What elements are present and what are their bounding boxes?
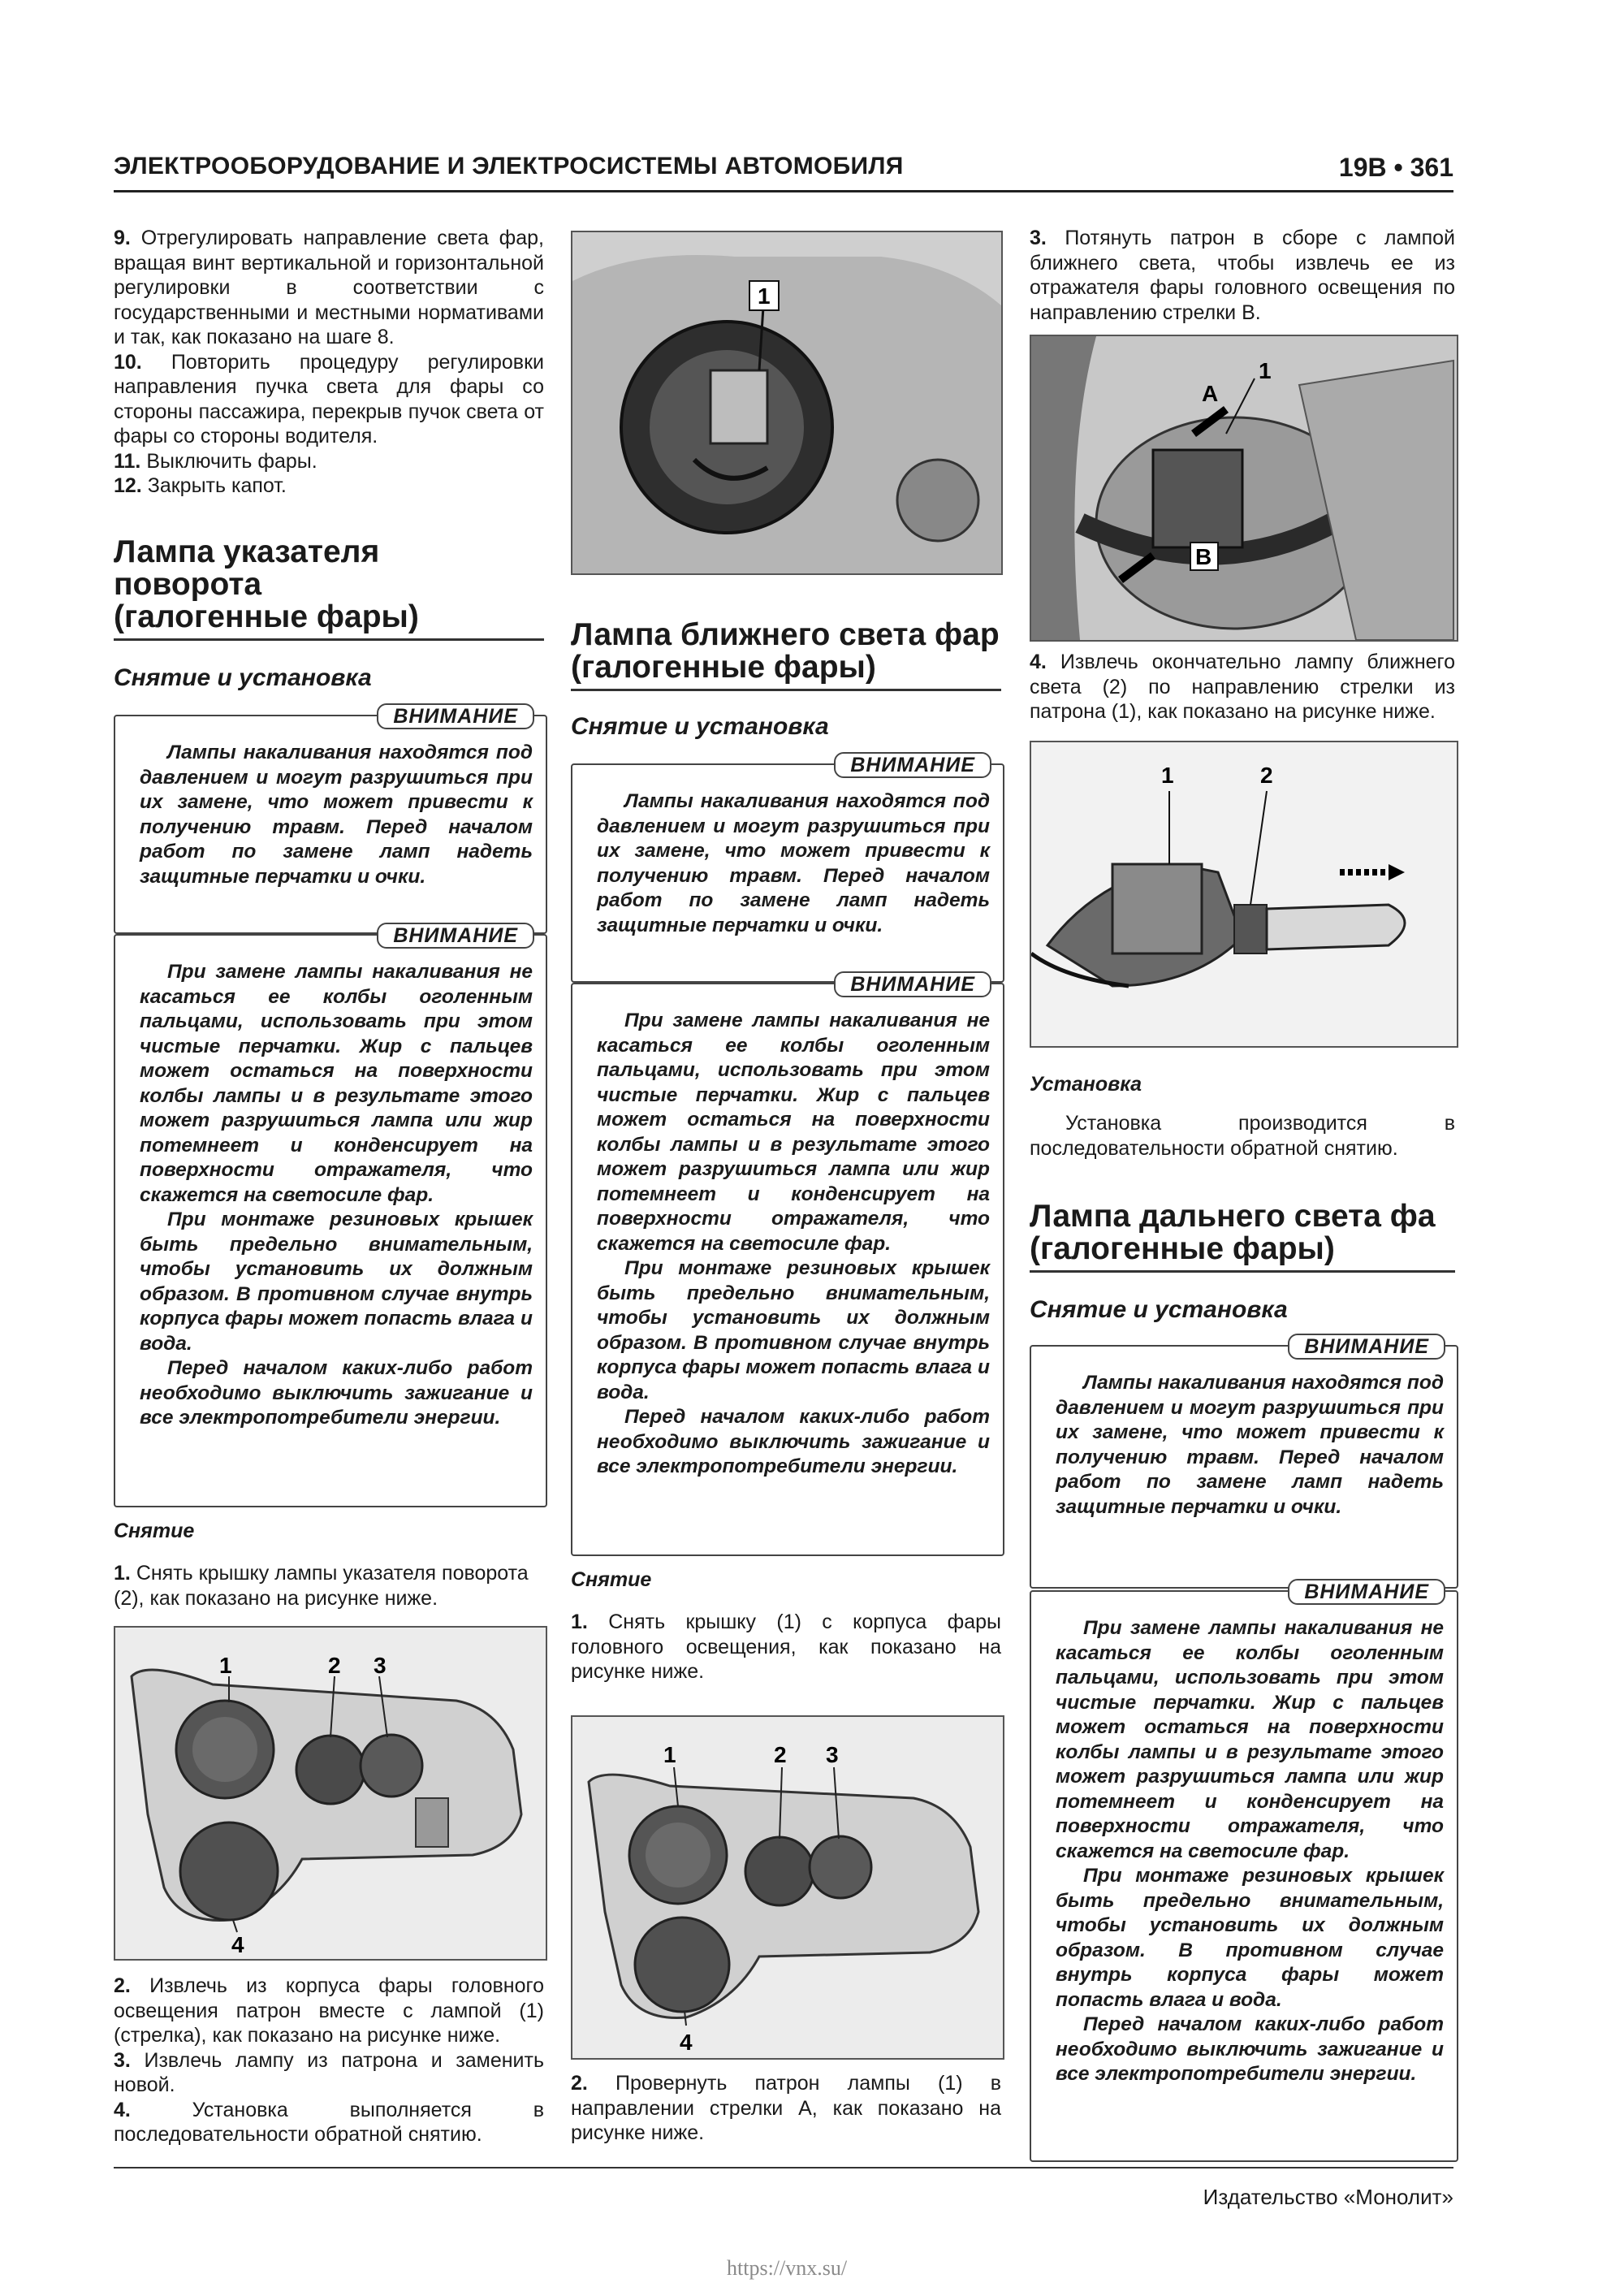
section-title: Лампа дальнего света фа (галогенные фары) xyxy=(1030,1199,1436,1266)
warning-box xyxy=(1030,1580,1458,2162)
warning-text: Лампы накаливания находятся под давлением и могут разрушиться при их замене, что может привести к получению травм. Перед началом работ по замене ламп надеть защитные перчатки и очки. xyxy=(1056,1372,1444,1518)
bulb-removal-figure xyxy=(1030,741,1458,1048)
install-label: Установка xyxy=(1030,1073,1142,1096)
step-4: 4. Извлечь окончательно лампу ближнего света (2) по направлению стрелки из патрона (1), как показано на рисунке ниже. xyxy=(1030,651,1455,723)
column-1-top xyxy=(114,226,544,499)
section-low-beam xyxy=(571,619,1001,691)
warning-box xyxy=(114,705,547,934)
column-1-bottom xyxy=(114,1974,544,2147)
socket-figure xyxy=(571,231,1003,575)
warning-text: При монтаже резиновых крышек быть предельно внимательным, чтобы установить их должным образом. В противном случае внутрь корпуса фары может попасть влага и вода. xyxy=(597,1257,990,1403)
warning-box xyxy=(1030,1335,1458,1589)
step-9: 9. Отрегулировать направление света фар, вращая винт вертикальной и горизонтальной регулировки в соответствии с государственными и местными нормативами и так, как показано на шаге 8. xyxy=(114,227,544,348)
figure-label: 3 xyxy=(374,1653,387,1678)
headlamp-figure xyxy=(114,1626,547,1961)
section-title: Лампа указателя поворота (галогенные фары) xyxy=(114,534,419,634)
figure-label: A xyxy=(1202,381,1219,406)
warning-text: При монтаже резиновых крышек быть предельно внимательным, чтобы установить их должным образом. В противном случае внутрь корпуса фары может попасть влага и вода. xyxy=(140,1209,533,1355)
bulb-removal-drawing xyxy=(1031,742,1457,1046)
figure-label: B xyxy=(1195,544,1212,569)
socket-rotation-drawing xyxy=(1031,336,1457,640)
subsection-title: Снятие и установка xyxy=(114,664,372,691)
warning-badge: ВНИМАНИЕ xyxy=(1288,1334,1445,1360)
figure-label: 3 xyxy=(826,1742,839,1767)
warning-badge: ВНИМАНИЕ xyxy=(834,752,991,778)
warning-text: Лампы накаливания находятся под давлением и могут разрушиться при их замене, что может привести к получению травм. Перед началом работ по замене ламп надеть защитные перчатки и очки. xyxy=(597,790,990,936)
figure-label: 1 xyxy=(1259,358,1272,383)
warning-text: Лампы накаливания находятся под давлением и могут разрушиться при их замене, что может привести к получению травм. Перед началом работ по замене ламп надеть защитные перчатки и очки. xyxy=(140,742,533,888)
figure-label: 2 xyxy=(328,1653,341,1678)
step-3: 3. Потянуть патрон в сборе с лампой ближнего света, чтобы извлечь ее из отражателя фары головного освещения по направлению стрелки В. xyxy=(1030,227,1455,324)
publisher: Издательство «Монолит» xyxy=(1203,2185,1453,2209)
section-rule xyxy=(114,638,544,641)
warning-box xyxy=(114,924,547,1507)
warning-text: Перед началом каких-либо работ необходимо выключить зажигание и все электропотребители энергии. xyxy=(597,1406,990,1477)
warning-badge: ВНИМАНИЕ xyxy=(377,923,534,949)
warning-text: Перед началом каких-либо работ необходимо выключить зажигание и все электропотребители энергии. xyxy=(140,1357,533,1429)
chapter-title: ЭЛЕКТРООБОРУДОВАНИЕ И ЭЛЕКТРОСИСТЕМЫ АВТОМОБИЛЯ xyxy=(114,153,904,179)
headlamp-figure xyxy=(571,1715,1004,2060)
figure-label: 1 xyxy=(758,283,771,309)
page-number: 19В • 361 xyxy=(1338,153,1453,182)
section-rule xyxy=(571,689,1001,691)
figure-label: 2 xyxy=(1260,763,1273,788)
section-high-beam xyxy=(1030,1200,1455,1273)
figure-label: 1 xyxy=(663,1742,676,1767)
step-3: 3. Извлечь лампу из патрона и заменить новой. xyxy=(114,2048,544,2096)
warning-badge: ВНИМАНИЕ xyxy=(834,971,991,997)
warning-text: Перед началом каких-либо работ необходимо выключить зажигание и все электропотребители энергии. xyxy=(1056,2013,1444,2085)
step-1: 1. Снять крышку лампы указателя поворота (2), как показано на рисунке ниже. xyxy=(114,1562,529,1610)
step-2: 2. Извлечь из корпуса фары головного освещения патрон вместе с лампой (1) (стрелка), как показано на рисунке ниже. xyxy=(114,1974,544,2047)
figure-label: 2 xyxy=(774,1742,787,1767)
warning-box xyxy=(571,754,1004,983)
section-rule xyxy=(1030,1270,1455,1273)
step-12: 12. Закрыть капот. xyxy=(114,474,287,497)
socket-drawing xyxy=(572,232,1001,573)
source-url[interactable]: https://vnx.su/ xyxy=(727,2256,848,2280)
figure-label: 4 xyxy=(680,2030,693,2055)
step-10: 10. Повторить процедуру регулировки направления пучка света для фары со стороны пассажира, перекрыв пучок света от фары со стороны водителя. xyxy=(114,350,544,448)
warning-box xyxy=(571,973,1004,1556)
subsection-title: Снятие и установка xyxy=(571,713,829,740)
headlamp-drawing xyxy=(572,1717,1003,2058)
step-1: 1. Снять крышку (1) с корпуса фары головного освещения, как показано на рисунке ниже. xyxy=(571,1611,1001,1683)
figure-label: 4 xyxy=(231,1932,244,1957)
step-2: 2. Провернуть патрон лампы (1) в направлении стрелки А, как показано на рисунке ниже. xyxy=(571,2072,1001,2144)
socket-rotation-figure xyxy=(1030,335,1458,642)
section-title: Лампа ближнего света фар (галогенные фары) xyxy=(571,617,1000,685)
footer-rule xyxy=(114,2167,1453,2168)
warning-badge: ВНИМАНИЕ xyxy=(1288,1579,1445,1605)
headlamp-drawing xyxy=(115,1628,546,1959)
section-turn-signal xyxy=(114,536,544,641)
subsection-title: Снятие и установка xyxy=(1030,1296,1288,1323)
install-text: Установка производится в последовательности обратной снятию. xyxy=(1030,1112,1455,1160)
warning-text: При замене лампы накаливания не касаться ее колбы оголенным пальцами, использовать при этом чистые перчатки. Жир с пальцев может остаться на поверхности колбы лампы и в результате этого может разрушиться лампа или жир потемнеет и конденсирует на поверхности отражателя, что скажется на светосиле фар. xyxy=(140,961,533,1206)
page-header xyxy=(114,153,1453,185)
warning-text: При монтаже резиновых крышек быть предельно внимательным, чтобы установить их должным образом. В противном случае внутрь корпуса фары может попасть влага и вода. xyxy=(1056,1865,1444,2011)
warning-text: При замене лампы накаливания не касаться ее колбы оголенным пальцами, использовать при этом чистые перчатки. Жир с пальцев может остаться на поверхности колбы лампы и в результате этого может разрушиться лампа или жир потемнеет и конденсирует на поверхности отражателя, что скажется на светосиле фар. xyxy=(597,1010,990,1255)
warning-badge: ВНИМАНИЕ xyxy=(377,703,534,729)
warning-text: При замене лампы накаливания не касаться ее колбы оголенным пальцами, использовать при этом чистые перчатки. Жир с пальцев может остаться на поверхности колбы лампы и в результате этого может разрушиться лампа или жир потемнеет и конденсирует на поверхности отражателя, что скажется на светосиле фар. xyxy=(1056,1617,1444,1862)
header-rule xyxy=(114,190,1453,192)
step-4: 4. Установка выполняется в последовательности обратной снятию. xyxy=(114,2098,544,2146)
step-11: 11. Выключить фары. xyxy=(114,449,317,473)
figure-label: 1 xyxy=(1161,763,1174,788)
removal-label: Снятие xyxy=(571,1568,652,1591)
removal-label: Снятие xyxy=(114,1520,195,1542)
figure-label: 1 xyxy=(219,1653,232,1678)
